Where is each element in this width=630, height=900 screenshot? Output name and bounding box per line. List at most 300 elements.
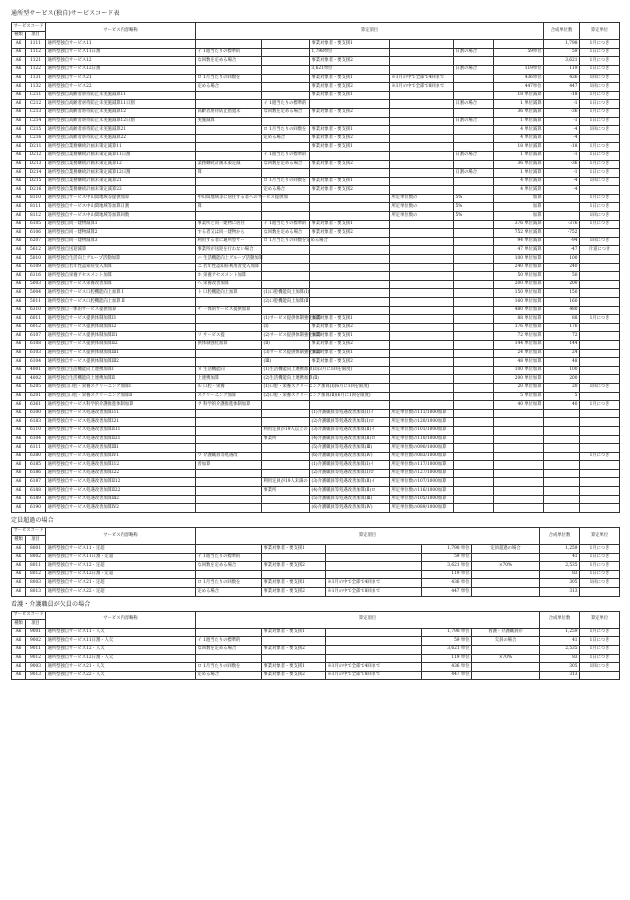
table-cell — [454, 108, 494, 117]
table-cell — [196, 212, 262, 221]
table-cell: A6 — [12, 562, 26, 571]
table-cell: 5011 — [26, 298, 46, 307]
table-row — [12, 229, 620, 238]
table-cell: 144 — [544, 340, 580, 349]
table-cell — [196, 323, 262, 332]
table-cell: 1月につき — [580, 143, 620, 152]
table-cell: 5 単位加算 — [494, 392, 544, 401]
table-cell: 6104 — [26, 435, 46, 444]
table-cell: 1月につき — [580, 108, 620, 117]
table-cell — [580, 504, 620, 513]
table-cell — [544, 504, 580, 513]
table-cell: 通所型独自高齢者虐待防止未実施減算12 — [46, 108, 196, 117]
table-cell: する者又は同一建物から — [196, 229, 262, 238]
table-cell: 1 単位減算 — [494, 117, 544, 126]
table-cell: A6 — [12, 340, 26, 349]
table-cell: A6 — [12, 366, 26, 375]
table-cell — [494, 418, 544, 427]
table-cell: 50 単位加算 — [494, 272, 544, 281]
table-cell: 通所型独自サービス12日割・定超 — [46, 570, 196, 579]
table-cell: (1)介護職員等処遇改善加算(Ⅰ)イ — [310, 409, 390, 418]
table-cell: -1 — [544, 100, 580, 109]
table-cell: A6 — [12, 358, 26, 367]
table-cell: (6)介護職員等処遇改善加算(Ⅳ) — [310, 504, 390, 513]
table-cell: C215 — [26, 126, 46, 135]
table-cell: A6 — [12, 553, 26, 562]
table-cell: 40 単位加算 — [494, 401, 544, 410]
table-cell: 1131 — [26, 74, 46, 83]
table-cell — [196, 358, 262, 367]
table-cell: 1月につき — [580, 40, 620, 49]
table-cell: -94 — [544, 237, 580, 246]
s2-header-item: 項目 — [26, 536, 46, 545]
table-cell — [262, 654, 326, 663]
table-cell: 6205 — [26, 383, 46, 392]
table-cell — [196, 504, 262, 513]
table-cell — [580, 487, 620, 496]
table-cell: 200 単位加算 — [494, 280, 544, 289]
table-cell — [454, 495, 494, 504]
table-cell: ※1月の中で全部で4回まで — [326, 663, 422, 672]
table-cell — [544, 203, 580, 212]
table-cell: 1月につき — [580, 645, 620, 654]
table-row — [12, 588, 620, 597]
table-cell: 通所型独自業務継続計画未策定減算11 — [46, 143, 196, 152]
table-cell — [196, 151, 262, 160]
table-cell: 日割の場合 — [454, 169, 494, 178]
table-cell: A6 — [12, 444, 26, 453]
table-cell: 5% — [454, 203, 494, 212]
s3-header-service-code: サービスコード — [12, 611, 46, 620]
table-cell: 6187 — [26, 478, 46, 487]
table-cell: 6109 — [26, 263, 46, 272]
table-cell: 通所型独自同一建物減算2 — [46, 229, 196, 238]
table-cell — [390, 289, 454, 298]
table-cell: 8002 — [26, 553, 46, 562]
table-cell: -1 — [544, 117, 580, 126]
table-cell — [390, 186, 454, 195]
table-cell: 119 — [544, 65, 580, 74]
table-cell — [454, 504, 494, 513]
table-cell: 1,798単位 — [310, 48, 390, 57]
table-cell: 9001 — [26, 628, 46, 637]
table-row — [12, 383, 620, 392]
table-cell: 8110 — [26, 194, 46, 203]
table-cell: 18 単位減算 — [494, 91, 544, 100]
table-cell: A6 — [12, 280, 26, 289]
table-cell — [196, 654, 262, 663]
table-row — [12, 628, 620, 637]
table-cell: -18 — [544, 143, 580, 152]
table-cell: 事業対象者・要支援1 — [262, 545, 326, 554]
table-row — [12, 74, 620, 83]
table-cell: A6 — [12, 461, 26, 470]
table-cell — [390, 246, 454, 255]
table-cell: 41 — [540, 637, 580, 646]
table-cell: 通所型独自サービス中山間地域等加算回数 — [46, 212, 196, 221]
table-cell — [580, 495, 620, 504]
table-cell: 通所型独自サービス22・定超 — [46, 588, 196, 597]
table-cell: A6 — [12, 91, 26, 100]
table-cell: (2)介護職員等処遇改善加算(Ⅰ)ロ — [310, 418, 390, 427]
table-cell: 4 単位減算 — [494, 186, 544, 195]
table-cell — [262, 169, 310, 178]
table-cell: 6207 — [26, 237, 46, 246]
table-cell: 1,259 — [540, 545, 580, 554]
table-cell: A6 — [12, 401, 26, 410]
table-cell: 1,798 単位 — [422, 545, 472, 554]
table-cell — [544, 469, 580, 478]
table-cell — [262, 48, 310, 57]
table-cell: イ 1週当たりの標準的 — [196, 637, 262, 646]
table-cell: 日割の場合 — [454, 117, 494, 126]
table-cell: -4 — [544, 177, 580, 186]
table-cell: 所定単位数の116/1000加算 — [390, 487, 454, 496]
table-cell — [262, 57, 310, 66]
table-cell: A6 — [12, 315, 26, 324]
table-row — [12, 654, 620, 663]
table-cell — [196, 40, 262, 49]
table-row — [12, 203, 620, 212]
table-cell: A6 — [12, 323, 26, 332]
table-cell — [262, 280, 310, 289]
table-cell: チ 一体的サービス提供加算 — [196, 306, 262, 315]
table-cell — [390, 108, 454, 117]
table-cell — [454, 57, 494, 66]
table-cell: 305 — [540, 663, 580, 672]
table-cell: 通所型独自サービス口腔機能向上加算 Ⅱ — [46, 298, 196, 307]
table-cell: イ 1週当たりの標準的 — [262, 151, 310, 160]
table-cell: 119単位 — [494, 65, 544, 74]
table-cell: 1回につき — [580, 83, 620, 92]
table-cell: 通所型独自サービス処遇改善加算Ⅱ11 — [46, 426, 196, 435]
table-cell: 通所型独自高齢者虐待防止未実施減算11日割 — [46, 100, 196, 109]
table-cell: A6 — [12, 151, 26, 160]
table-cell: 算 — [196, 169, 262, 178]
table-cell: 1日につき — [580, 65, 620, 74]
table-cell: ※1月の中で全部で8回まで — [390, 83, 454, 92]
table-cell: 算 — [196, 203, 262, 212]
table-row — [12, 323, 620, 332]
table-cell: 752 単位減算 — [494, 229, 544, 238]
table-cell: (Ⅱ) — [262, 340, 310, 349]
table-row — [12, 298, 620, 307]
table-cell: 176 — [544, 323, 580, 332]
table-cell: 事業所 — [262, 487, 310, 496]
table-cell: A6 — [12, 645, 26, 654]
table-cell: A6 — [12, 570, 26, 579]
table-cell — [580, 263, 620, 272]
table-cell: 通所型独自高齢者虐待防止未実施減算22 — [46, 134, 196, 143]
table-cell: 1132 — [26, 83, 46, 92]
table-cell — [580, 671, 620, 680]
table-cell: 9012 — [26, 654, 46, 663]
table-cell — [196, 143, 262, 152]
table-cell: 6105 — [26, 220, 46, 229]
table-cell — [454, 177, 494, 186]
table-cell — [262, 469, 310, 478]
table-row — [12, 487, 620, 496]
table-cell — [544, 452, 580, 461]
table-cell — [196, 478, 262, 487]
table-cell — [262, 203, 310, 212]
table-cell: 1月につき — [580, 91, 620, 100]
table-cell: 1月につき — [580, 562, 620, 571]
table-cell: 1回につき — [580, 74, 620, 83]
s3-header-calc-item: 算定項目 — [196, 611, 540, 628]
table-row — [12, 375, 620, 384]
table-cell: A6 — [12, 134, 26, 143]
table-cell: 24 — [544, 349, 580, 358]
table-cell: A6 — [12, 452, 26, 461]
table-cell: 事業対象者・要支援1 — [310, 74, 390, 83]
table-cell: 5% — [454, 212, 494, 221]
table-cell: 1月につき — [580, 545, 620, 554]
table-cell: 5 — [544, 392, 580, 401]
table-cell: 88 — [544, 315, 580, 324]
table-cell: 事業対象者・要支援2 — [310, 134, 390, 143]
table-cell: A6 — [12, 306, 26, 315]
table-cell — [262, 401, 310, 410]
table-cell: 6012 — [26, 323, 46, 332]
table-cell — [580, 298, 620, 307]
table-cell: 8003 — [26, 579, 46, 588]
table-cell — [580, 426, 620, 435]
table-cell — [196, 545, 262, 554]
table-cell: 36 単位減算 — [494, 108, 544, 117]
table-cell: 480 — [544, 306, 580, 315]
table-cell — [390, 280, 454, 289]
table-cell: D214 — [26, 169, 46, 178]
table-cell: ×70% — [472, 562, 540, 571]
table-cell: A6 — [12, 126, 26, 135]
table-cell — [390, 48, 454, 57]
table-row — [12, 637, 620, 646]
table-cell: 事業対象者・要支援2 — [310, 160, 390, 169]
table-cell — [390, 91, 454, 100]
table-cell: A6 — [12, 203, 26, 212]
table-cell — [262, 74, 310, 83]
table-cell: 定める場合 — [196, 671, 262, 680]
table-cell: 事業対象者・要支援1 — [310, 315, 390, 324]
table-cell — [544, 495, 580, 504]
table-row — [12, 212, 620, 221]
header-calc-item: 算定項目 — [196, 23, 544, 40]
table-cell: 436 単位 — [422, 579, 472, 588]
table-cell: 通所型独自サービス22 — [46, 83, 196, 92]
table-cell — [390, 298, 454, 307]
table-cell — [262, 637, 326, 646]
table-cell: (2)生活機能向上連携加算(Ⅱ) — [262, 375, 310, 384]
table-cell — [454, 478, 494, 487]
table-cell — [580, 280, 620, 289]
table-cell: 72 — [544, 332, 580, 341]
table-row — [12, 349, 620, 358]
table-cell — [326, 637, 422, 646]
overcapacity-table-body — [12, 545, 620, 597]
table-cell — [310, 246, 390, 255]
table-cell: 6110 — [26, 426, 46, 435]
table-cell — [580, 358, 620, 367]
table-cell: 119 単位 — [422, 570, 472, 579]
table-cell: 6108 — [26, 340, 46, 349]
table-cell: 59 単位 — [422, 553, 472, 562]
table-cell: A6 — [12, 426, 26, 435]
table-cell — [196, 495, 262, 504]
table-cell: 447 単位 — [422, 588, 472, 597]
table-cell: A6 — [12, 263, 26, 272]
table-cell: 9013 — [26, 671, 46, 680]
table-cell — [454, 237, 494, 246]
table-cell — [262, 246, 310, 255]
table-cell — [390, 392, 454, 401]
table-cell: 100 単位加算 — [494, 366, 544, 375]
table-cell: 6183 — [26, 418, 46, 427]
table-cell — [544, 478, 580, 487]
table-cell: 通所型独自サービス22・人欠 — [46, 671, 196, 680]
table-cell: ニ 若年性認知症利用者受入加算 — [196, 263, 262, 272]
table-cell: A6 — [12, 220, 26, 229]
table-cell — [580, 289, 620, 298]
table-cell — [390, 332, 454, 341]
table-cell — [196, 65, 262, 74]
table-cell — [454, 315, 494, 324]
table-cell: 8112 — [26, 212, 46, 221]
table-cell — [390, 169, 454, 178]
section3-title: 看護・介護職員が欠員の場合 — [11, 600, 91, 608]
table-cell — [262, 91, 310, 100]
table-cell — [580, 366, 620, 375]
table-row — [12, 469, 620, 478]
s3-header-type: 種類 — [12, 620, 26, 629]
table-cell: イ 1週当たりの標準的 — [196, 48, 262, 57]
table-cell: 事業対象者・要支援2 — [310, 57, 390, 66]
header-type: 種類 — [12, 31, 26, 40]
table-cell — [390, 40, 454, 49]
table-cell: 240 — [544, 263, 580, 272]
table-cell — [454, 160, 494, 169]
table-cell: 所定単位数の089/1000加算 — [390, 504, 454, 513]
table-cell: A6 — [12, 40, 26, 49]
table-cell: 通所型独自サービス処遇改善加算Ⅳ2 — [46, 504, 196, 513]
table-cell: 通所型独自サービス処遇改善加算Ⅱ21 — [46, 435, 196, 444]
table-cell: な回数を定める場合 — [262, 160, 310, 169]
table-cell — [196, 315, 262, 324]
table-cell: -18 — [544, 91, 580, 100]
table-cell: 436 単位 — [422, 663, 472, 672]
table-cell: A6 — [12, 579, 26, 588]
s2-header-calc-unit: 算定単位 — [580, 527, 620, 544]
table-cell: 18 単位減算 — [494, 143, 544, 152]
table-cell — [196, 91, 262, 100]
table-cell — [390, 349, 454, 358]
table-cell — [454, 452, 494, 461]
table-cell: A6 — [12, 289, 26, 298]
table-cell — [494, 409, 544, 418]
table-cell: 事業対象者・要支援2 — [310, 229, 390, 238]
table-cell: C213 — [26, 108, 46, 117]
table-cell — [262, 65, 310, 74]
table-cell — [580, 418, 620, 427]
table-cell — [494, 487, 544, 496]
table-cell — [390, 177, 454, 186]
table-cell — [310, 306, 390, 315]
table-cell — [472, 663, 540, 672]
table-cell — [580, 478, 620, 487]
table-cell: 所定単位数の107/1000加算 — [390, 478, 454, 487]
table-row — [12, 108, 620, 117]
table-cell: 事業対象者・要支援1 — [262, 579, 326, 588]
table-cell: A6 — [12, 588, 26, 597]
table-cell: 48 単位加算 — [494, 358, 544, 367]
table-cell: 1日につき — [580, 48, 620, 57]
table-cell — [544, 418, 580, 427]
table-row — [12, 255, 620, 264]
table-cell: C216 — [26, 134, 46, 143]
table-cell — [494, 444, 544, 453]
table-cell: D215 — [26, 177, 46, 186]
table-cell — [390, 375, 454, 384]
table-cell: 日割の場合 — [454, 100, 494, 109]
table-cell — [310, 169, 390, 178]
table-cell: 6100 — [26, 409, 46, 418]
table-cell — [390, 358, 454, 367]
table-cell: -752 — [544, 229, 580, 238]
table-row — [12, 134, 620, 143]
table-cell: 1日につき — [580, 151, 620, 160]
table-cell: 所定単位数の120/1000加算 — [390, 418, 454, 427]
table-row — [12, 663, 620, 672]
table-cell: 所定単位数の110/1000加算 — [390, 435, 454, 444]
table-cell: A6 — [12, 545, 26, 554]
table-cell: A6 — [12, 392, 26, 401]
table-cell: 事業所と同一建物に居住 — [196, 220, 262, 229]
table-cell — [454, 272, 494, 281]
table-cell: 通所型独自口腔・栄養スクリーニング加算Ⅱ — [46, 392, 196, 401]
table-cell: -36 — [544, 108, 580, 117]
table-cell: イ 1週当たりの標準的 — [262, 220, 310, 229]
table-row — [12, 151, 620, 160]
table-row — [12, 553, 620, 562]
table-cell: 通所型独自サービス処遇改善加算Ⅰ22 — [46, 469, 196, 478]
table-cell: 通所型独自サービス中山間地域等提供加算 — [46, 194, 196, 203]
table-cell: A6 — [12, 117, 26, 126]
table-cell: 100 — [544, 255, 580, 264]
table-cell: 通所型独自サービス処遇改善加算Ⅳ1 — [46, 452, 196, 461]
table-cell: イ 1週当たりの標準的 — [262, 100, 310, 109]
table-row — [12, 246, 620, 255]
table-cell — [326, 553, 422, 562]
table-cell: 上連携加算 — [196, 375, 262, 384]
table-row — [12, 126, 620, 135]
table-cell: 事業対象者・要支援1 — [262, 628, 326, 637]
table-cell — [454, 220, 494, 229]
table-cell: 高齢者虐待防止措置未 — [196, 108, 262, 117]
table-cell: 通所型独自業務継続計画未策定減算21 — [46, 177, 196, 186]
table-cell — [390, 366, 454, 375]
table-cell — [326, 545, 422, 554]
table-cell — [544, 409, 580, 418]
table-cell: 6380 — [26, 452, 46, 461]
table-cell: (1)口腔機能向上加算(Ⅰ) — [262, 289, 310, 298]
table-cell: 9003 — [26, 663, 46, 672]
table-cell: A6 — [12, 495, 26, 504]
staff-shortage-table-body — [12, 628, 620, 680]
table-cell — [454, 426, 494, 435]
table-cell: 447 単位 — [422, 671, 472, 680]
table-cell — [390, 383, 454, 392]
table-cell: A6 — [12, 83, 26, 92]
